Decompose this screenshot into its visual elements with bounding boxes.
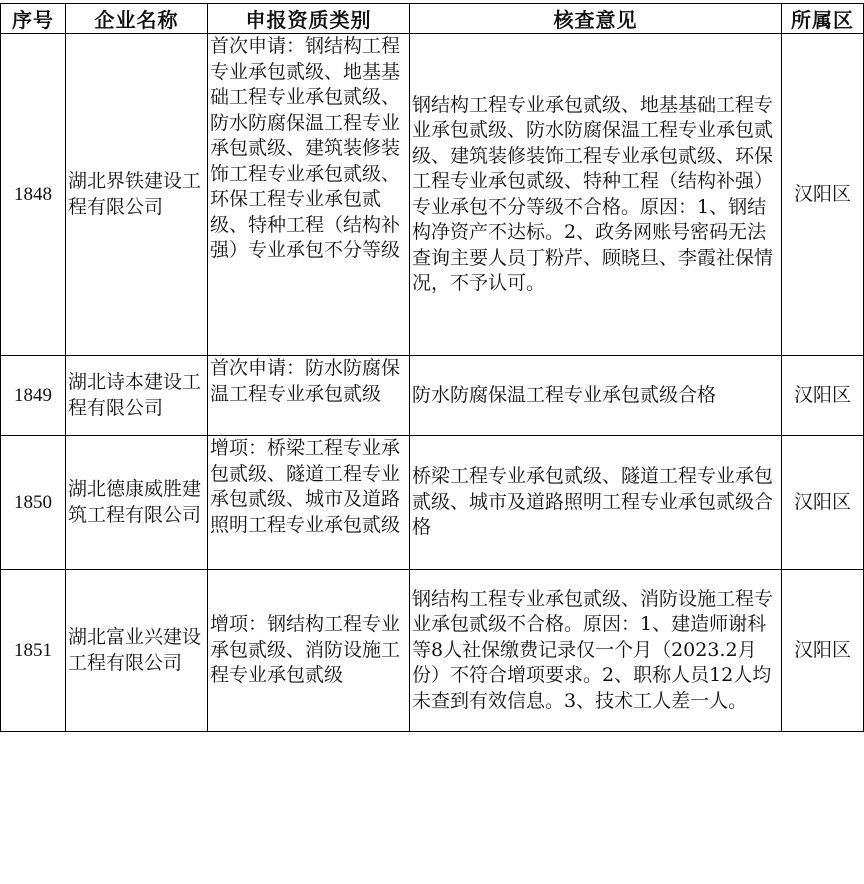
qualification-type: 增项：桥梁工程专业承包贰级、隧道工程专业承包贰级、城市及道路照明工程专业承包贰级 — [208, 436, 410, 570]
review-opinion: 桥梁工程专业承包贰级、隧道工程专业承包贰级、城市及道路照明工程专业承包贰级合格 — [410, 436, 782, 570]
review-opinion: 钢结构工程专业承包贰级、消防设施工程专业承包贰级不合格。原因：1、建造师谢科等8人社保缴费记录仅一个月（2023.2月份）不符合增项要求。2、职称人员12人均未查到有效信息。3、技术工人差一人。 — [410, 570, 782, 732]
header-type: 申报资质类别 — [208, 4, 410, 34]
row-number: 1848 — [1, 34, 66, 356]
review-opinion: 钢结构工程专业承包贰级、地基基础工程专业承包贰级、防水防腐保温工程专业承包贰级、建筑装修装饰工程专业承包贰级、环保工程专业承包贰级、特种工程（结构补强）专业承包不分等级不合格。原因：1、钢结构净资产不达标。2、政务网账号密码无法查询主要人员丁粉芹、顾晓旦、李霞社保情况，不予认可。 — [410, 34, 782, 356]
header-company: 企业名称 — [66, 4, 208, 34]
company-name: 湖北界铁建设工程有限公司 — [66, 34, 208, 356]
qualification-table — [0, 3, 864, 732]
qualification-type: 首次申请：钢结构工程专业承包贰级、地基基础工程专业承包贰级、防水防腐保温工程专业承包贰级、建筑装修装饰工程专业承包贰级、环保工程专业承包贰级、特种工程（结构补强）专业承包不分等级 — [208, 34, 410, 356]
review-opinion: 防水防腐保温工程专业承包贰级合格 — [410, 356, 782, 436]
company-name: 湖北诗本建设工程有限公司 — [66, 356, 208, 436]
company-name: 湖北德康威胜建筑工程有限公司 — [66, 436, 208, 570]
header-no: 序号 — [1, 4, 66, 34]
district: 汉阳区 — [782, 436, 864, 570]
row-number: 1850 — [1, 436, 66, 570]
header-district: 所属区 — [782, 4, 864, 34]
header-row — [1, 4, 864, 34]
row-number: 1851 — [1, 570, 66, 732]
district: 汉阳区 — [782, 356, 864, 436]
header-opinion: 核查意见 — [410, 4, 782, 34]
qualification-type: 增项：钢结构工程专业承包贰级、消防设施工程专业承包贰级 — [208, 570, 410, 732]
district: 汉阳区 — [782, 570, 864, 732]
table-row — [1, 34, 864, 356]
table-row — [1, 570, 864, 732]
table-row — [1, 436, 864, 570]
district: 汉阳区 — [782, 34, 864, 356]
table-row — [1, 356, 864, 436]
company-name: 湖北富业兴建设工程有限公司 — [66, 570, 208, 732]
qualification-type: 首次申请：防水防腐保温工程专业承包贰级 — [208, 356, 410, 436]
row-number: 1849 — [1, 356, 66, 436]
